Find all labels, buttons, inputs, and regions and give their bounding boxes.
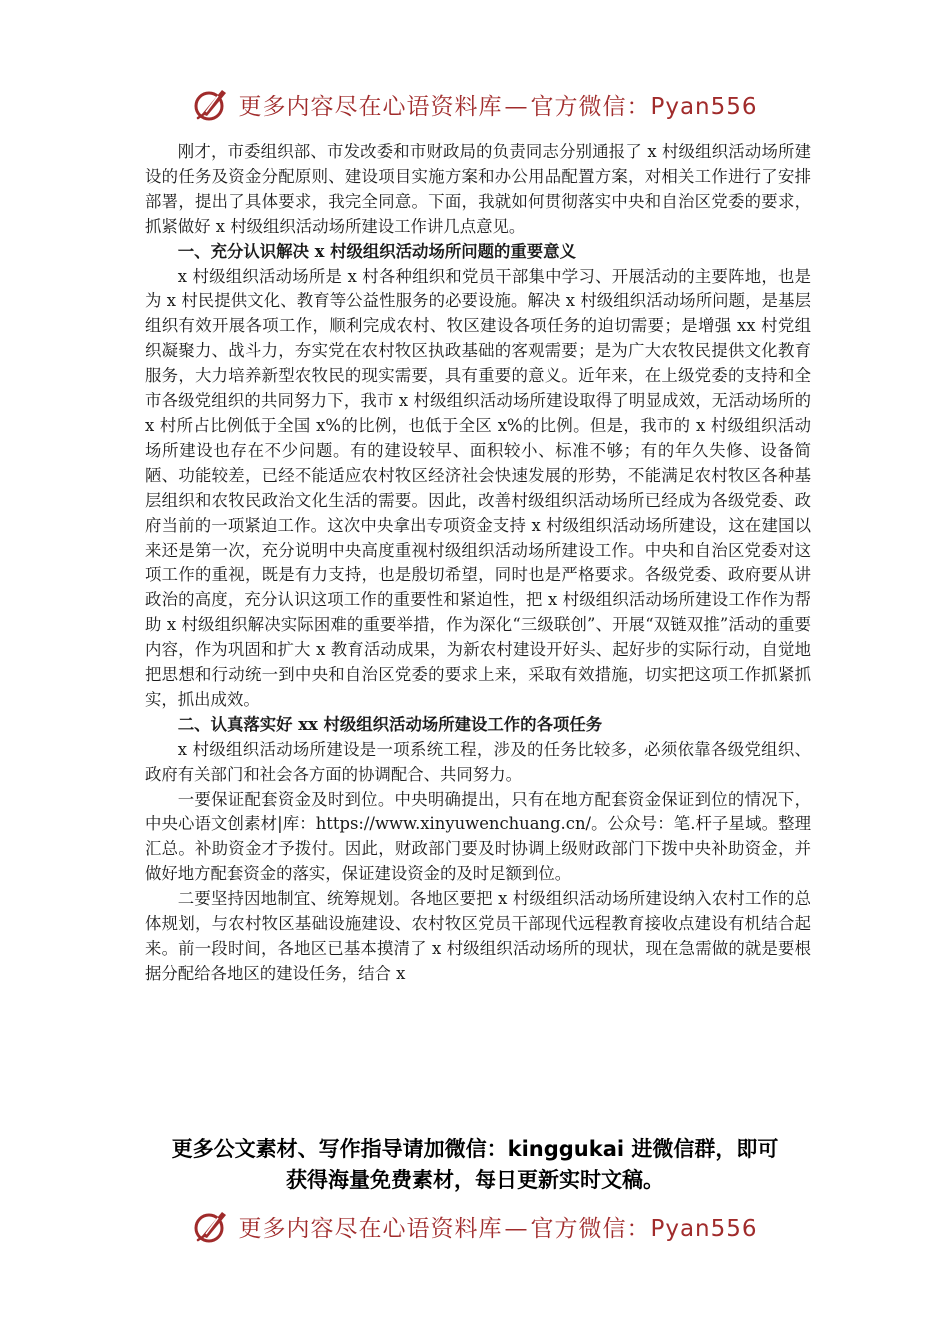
banner-main-text: 更多内容尽在心语资料库: [238, 1215, 503, 1242]
footer-note-line-1: 更多公文素材、写作指导请加微信：kinggukai 进微信群，即可: [171, 1137, 779, 1161]
paragraph-section-2-intro: x 村级组织活动场所建设是一项系统工程，涉及的任务比较多，必须依靠各级党组织、政府有关部门和社会各方面的协调配合、共同努力。: [145, 739, 811, 784]
banner-label: 官方微信：: [530, 1215, 651, 1242]
paragraph-planning: 二要坚持因地制宜、统筹规划。各地区要把 x 村级组织活动场所建设纳入农村工作的总体规划，与农村牧区基础设施建设、农村牧区党员干部现代远程教育接收点建设有机结合起来。前一段时间，各地区已基本摸清了 x 村级组织活动场所的现状，现在急需做的就是要根据分配给各地区的建设任务，结合 x: [145, 889, 811, 983]
banner-dash: —: [504, 93, 529, 120]
pen-quill-logo-icon: [192, 84, 232, 124]
footer-note-line-2: 获得海量免费素材，每日更新实时文稿。: [286, 1168, 664, 1192]
banner-text: [238, 88, 757, 121]
banner-label: 官方微信：: [530, 93, 651, 120]
section-heading-1: 一、充分认识解决 x 村级组织活动场所问题的重要意义: [177, 241, 576, 261]
banner-main-text: 更多内容尽在心语资料库: [238, 93, 503, 120]
footer-note: [100, 1134, 850, 1196]
section-heading-2: 二、认真落实好 xx 村级组织活动场所建设工作的各项任务: [177, 714, 603, 734]
pen-quill-logo-icon: [192, 1206, 232, 1246]
banner-text: [238, 1210, 757, 1243]
paragraph-intro: 刚才，市委组织部、市发改委和市财政局的负责同志分别通报了 x 村级组织活动场所建设的任务及资金分配原则、建设项目实施方案和办公用品配置方案，对相关工作进行了安排部署，提出了具体要求，我完全同意。下面，我就如何贯彻落实中央和自治区党委的要求，抓紧做好 x 村级组织活动场所建设工作讲几点意见。: [145, 142, 811, 236]
document-body: [145, 140, 811, 987]
paragraph-section-1: x 村级组织活动场所是 x 村各种组织和党员干部集中学习、开展活动的主要阵地，也是为 x 村民提供文化、教育等公益性服务的必要设施。解决 x 村级组织活动场所问题，是基层组织有效开展各项工作，顺利完成农村、牧区建设各项任务的迫切需要；是增强 xx 村党组织凝聚力、战斗力，夯实党在农村牧区执政基础的客观需要；是为广大农牧民提供文化教育服务，大力培养新型农牧民的现实需要，具有重要的意义。近年来，在上级党委的支持和全市各级党组织的共同努力下，我市 x 村级组织活动场所建设取得了明显成效，无活动场所的 x 村所占比例低于全国 x%的比例，也低于全区 x%的比例。但是，我市的 x 村级组织活动场所建设也存在不少问题。有的建设较早、面积较小、标准不够；有的年久失修、设备简陋、功能较差，已经不能适应农村牧区经济社会快速发展的形势，不能满足农村牧区各种基层组织和农牧民政治文化生活的需要。因此，改善村级组织活动场所已经成为各级党委、政府当前的一项紧迫工作。这次中央拿出专项资金支持 x 村级组织活动场所建设，这在建国以来还是第一次，充分说明中央高度重视村级组织活动场所建设工作。中央和自治区党委对这项工作的重视，既是有力支持，也是殷切希望，同时也是严格要求。各级党委、政府要从讲政治的高度，充分认识这项工作的重要性和紧迫性，把 x 村级组织活动场所建设工作作为帮助 x 村级组织解决实际困难的重要举措，作为深化“三级联创”、开展“双链双推”活动的重要内容，作为巩固和扩大 x 教育活动成果，为新农村建设开好头、起好步的实际行动，自觉地把思想和行动统一到中央和自治区党委的要求上来，采取有效措施，切实把这项工作抓紧抓实，抓出成效。: [145, 266, 811, 709]
banner-wechat-id: Pyan556: [650, 1215, 758, 1242]
banner-dash: —: [504, 1215, 529, 1242]
paragraph-funding: 一要保证配套资金及时到位。中央明确提出，只有在地方配套资金保证到位的情况下，中央心语文创素材|库：https://www.xinyuwenchuang.cn/。公众号：笔.杆子星域。整理汇总。补助资金才予拨付。因此，财政部门要及时协调上级财政部门下拨中央补助资金，并做好地方配套资金的落实，保证建设资金的及时足额到位。: [145, 789, 811, 884]
header-banner: [0, 84, 950, 124]
footer-banner: [0, 1206, 950, 1246]
banner-wechat-id: Pyan556: [650, 93, 758, 120]
